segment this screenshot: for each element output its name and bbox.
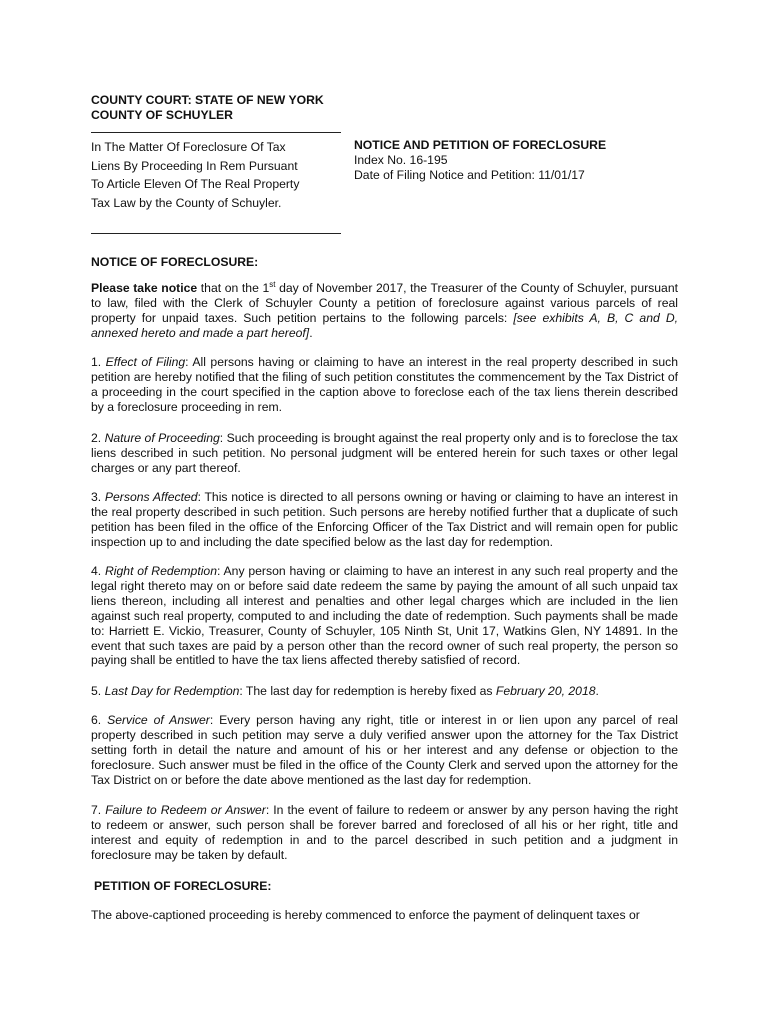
index-number: Index No. 16-195: [354, 153, 448, 167]
redemption-date: February 20, 2018: [495, 684, 596, 698]
section-title: Right of Redemption: [105, 564, 217, 578]
county-name: COUNTY OF SCHUYLER: [91, 108, 233, 122]
section-number: 7.: [91, 803, 106, 817]
court-name: COUNTY COURT: STATE OF NEW YORK: [91, 93, 324, 107]
notice-heading: NOTICE OF FORECLOSURE:: [91, 255, 259, 269]
intro-end: .: [309, 325, 313, 340]
intro-sup: st: [269, 279, 276, 289]
notice-petition-block: [354, 138, 606, 183]
section-end: .: [595, 684, 599, 698]
section-text: : The last day for redemption is hereby fixed as: [239, 684, 496, 698]
section-7: [91, 803, 678, 863]
caption-line: Liens By Proceeding In Rem Pursuant: [91, 158, 298, 173]
filing-date: Date of Filing Notice and Petition: 11/01/17: [354, 168, 585, 182]
case-caption: [91, 138, 351, 212]
section-title: Effect of Filing: [105, 355, 186, 369]
section-6: [91, 713, 678, 788]
petition-paragraph: [91, 908, 678, 923]
section-title: Persons Affected: [104, 490, 198, 504]
section-title: Service of Answer: [107, 713, 210, 727]
section-5: [91, 684, 678, 699]
section-text: : Every person having any right, title or interest in or lien upon any parcel of real property described in such petition may serve a duly verified answer upon the attorney for the Tax District setting forth in detail the nature and amount of his or her interest and any defense or objection to the foreclosure. Such answer must be filed in the office of the County Clerk and served upon the attorney for the Tax District on or before the date above mentioned as the last day for redemption.: [91, 713, 678, 787]
caption-bottom-rule: [91, 233, 341, 234]
caption-line: In The Matter Of Foreclosure Of Tax: [91, 140, 286, 154]
caption-line: Tax Law by the County of Schuyler.: [91, 195, 282, 210]
court-header: [91, 93, 324, 123]
section-number: 2.: [91, 431, 105, 445]
petition-text: The above-captioned proceeding is hereby commenced to enforce the payment of delinquent taxes or: [91, 908, 640, 922]
section-number: 1.: [91, 355, 106, 369]
caption-line: To Article Eleven Of The Real Property: [91, 177, 300, 191]
intro-italic: [see exhibits A, B, C and D, annexed hereto and made a part hereof]: [91, 310, 679, 340]
caption-top-rule: [91, 132, 341, 133]
section-text: : In the event of failure to redeem or answer by any person having the right to redeem or answer, such person shall be forever barred and foreclosed of all his or her right, title and interest and equity of redemption in and to the parcel described in such petition and a judgment in foreclosure may be taken by default.: [91, 803, 678, 862]
section-3: [91, 490, 678, 550]
section-number: 5.: [91, 684, 105, 698]
section-title: Nature of Proceeding: [104, 431, 220, 445]
petition-heading: PETITION OF FORECLOSURE:: [94, 879, 272, 893]
section-title: Failure to Redeem or Answer: [105, 803, 266, 817]
section-number: 4.: [91, 564, 105, 578]
intro-text-1: that on the 1: [197, 281, 270, 295]
section-title: Last Day for Redemption: [104, 684, 240, 698]
intro-paragraph: [91, 281, 678, 341]
intro-bold: Please take notice: [91, 281, 198, 295]
section-text: : This notice is directed to all persons owning or having or claiming to have an interest in the real property described in such petition. Such persons are hereby notified further that a duplicate of such petition has been filed in the office of the Enforcing Officer of the Tax District and will remain open for public inspection up to and including the date specified below as the last day for redemption.: [91, 490, 678, 549]
intro-text-2: day of November 2017, the Treasurer of the County of Schuyler, pursuant to law, filed with the Clerk of Schuyler County a petition of foreclosure against various parcels of real property for unpaid taxes. Such petition pertains to the following parcels:: [91, 281, 678, 325]
section-1: [91, 355, 678, 415]
section-text: : All persons having or claiming to have an interest in the real property described in such petition are hereby notified that the filing of such petition constitutes the commencement by the Tax District of a proceeding in the court specified in the caption above to foreclose each of the tax liens therein described by a foreclosure proceeding in rem.: [91, 355, 678, 414]
section-2: [91, 431, 678, 476]
section-number: 3.: [91, 490, 105, 504]
section-text: : Any person having or claiming to have an interest in any such real property and the legal right thereto may on or before said date redeem the same by paying the amount of all such unpaid tax liens thereon, including all interest and penalties and other legal charges which are included in the lien against such real property, computed to and including the date of redemption. Such payments shall be made to: Harriett E. Vickio, Treasurer, County of Schuyler, 105 Ninth St, Unit 17, Watkins Glen, NY 14891. In the event that such taxes are paid by a person other than the record owner of such real property, the person so paying shall be entitled to have the tax liens affected thereby satisfied of record.: [91, 564, 678, 668]
notice-petition-title: NOTICE AND PETITION OF FORECLOSURE: [354, 138, 607, 152]
section-4: [91, 564, 678, 668]
section-text: : Such proceeding is brought against the real property only and is to foreclose the tax liens described in such petition. No personal judgment will be entered herein for such taxes or other legal charges or any part thereof.: [91, 431, 679, 475]
section-number: 6.: [91, 713, 108, 727]
